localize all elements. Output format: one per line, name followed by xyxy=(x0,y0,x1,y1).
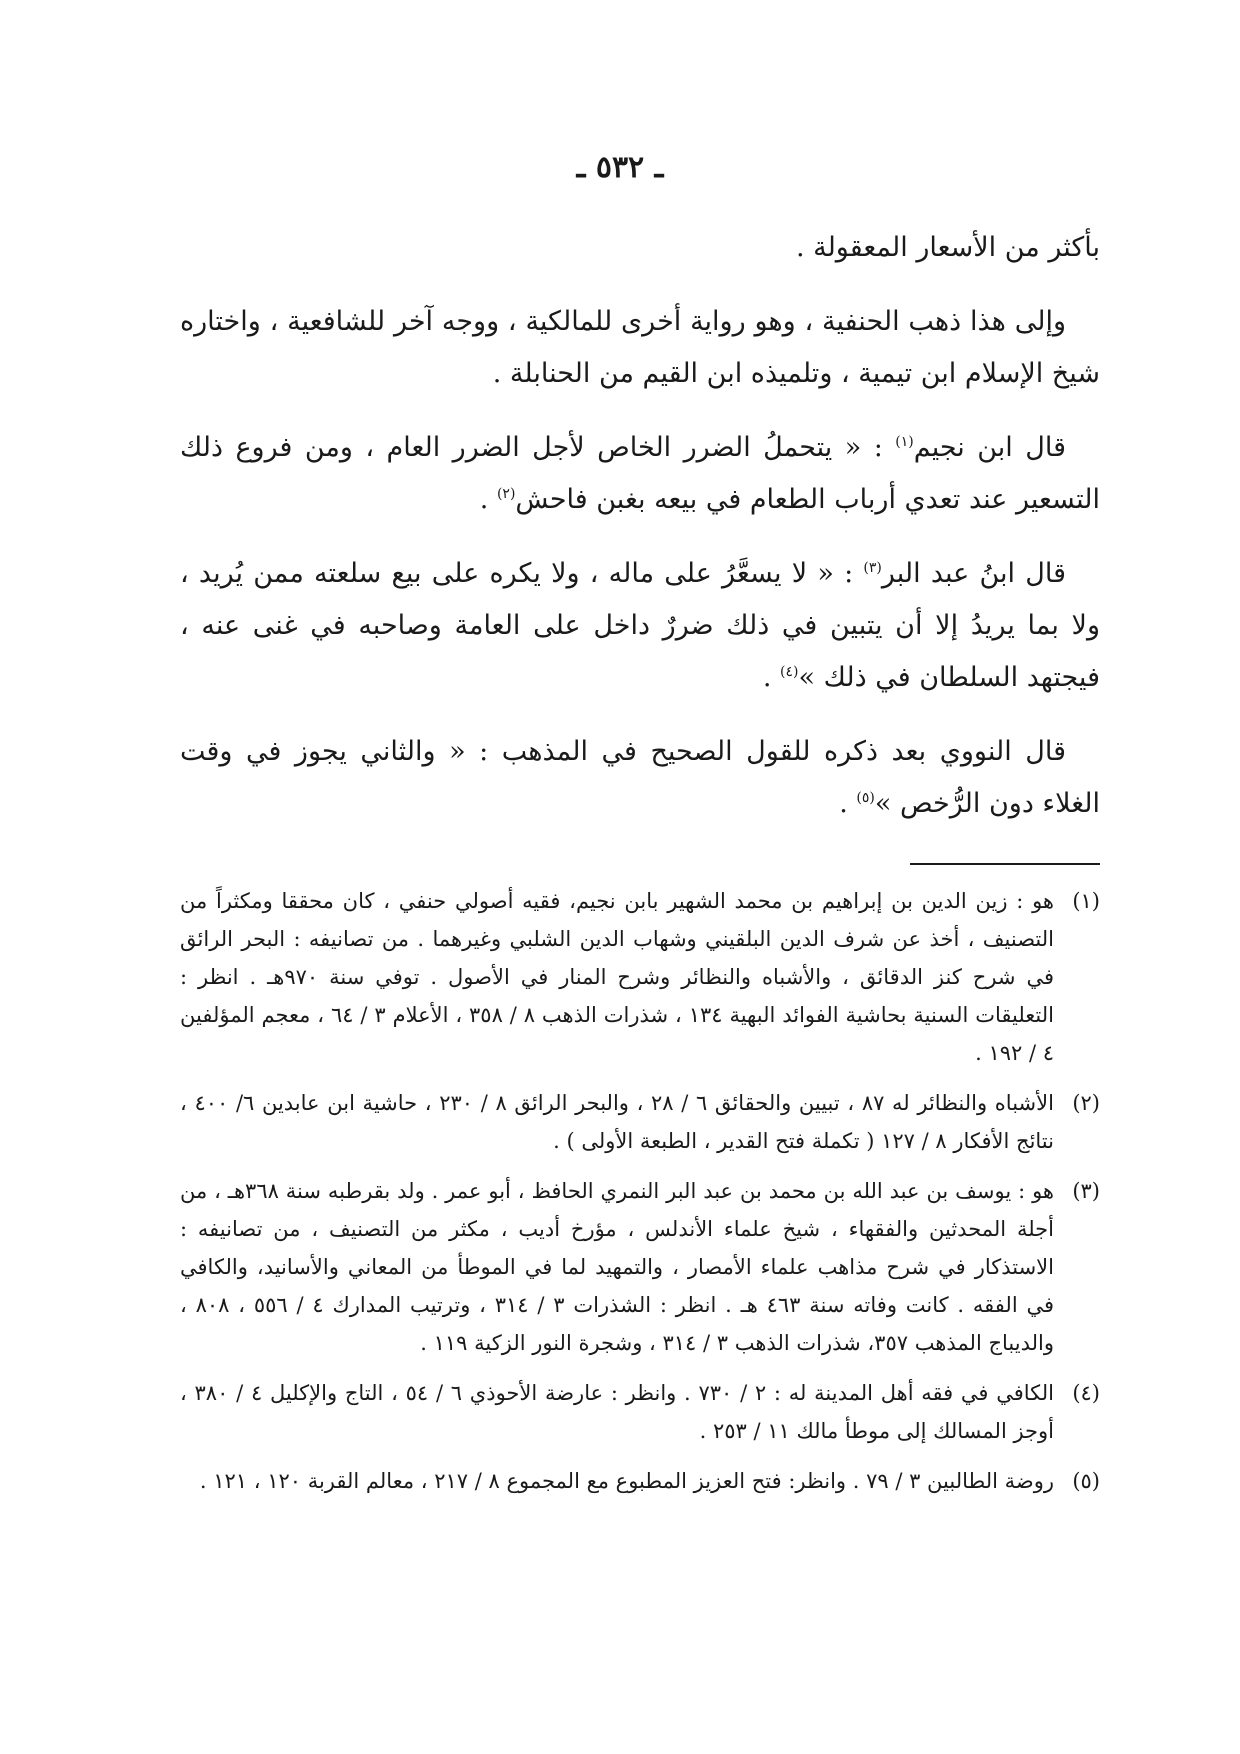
paragraph-text: بأكثر من الأسعار المعقولة . xyxy=(795,232,1100,263)
footnote-number: (٥) xyxy=(1072,1469,1100,1493)
paragraph-5 xyxy=(180,726,1100,830)
paragraph-text: وإلى هذا ذهب الحنفية ، وهو رواية أخرى للمالكية ، ووجه آخر للشافعية ، واختاره شيخ الإسلام ابن تيمية ، وتلميذه ابن القيم من الحنابلة . xyxy=(180,306,1100,389)
footnote-separator xyxy=(910,863,1100,865)
footnote-ref-1: (١) xyxy=(895,434,914,450)
footnote-3 xyxy=(180,1172,1100,1362)
footnote-number: (٢) xyxy=(1072,1091,1100,1115)
paragraph-1 xyxy=(180,222,1100,274)
footnote-1 xyxy=(180,882,1100,1072)
footnote-4 xyxy=(180,1374,1100,1450)
paragraph-2 xyxy=(180,296,1100,400)
footnotes xyxy=(180,882,1100,1512)
paragraph-text: : « يتحملُ الضرر الخاص لأجل الضرر العام ، ومن فروع ذلك التسعير عند تعدي أرباب الطعام في بيعه بغبن فاحش xyxy=(180,432,1100,515)
footnote-5 xyxy=(180,1462,1100,1500)
footnote-2 xyxy=(180,1084,1100,1160)
paragraph-text: قال ابن نجيم xyxy=(913,432,1066,463)
footnote-text: روضة الطالبين ٣ / ٧٩ . وانظر: فتح العزيز المطبوع مع المجموع ٨ / ٢١٧ ، معالم القربة ١٢٠ ، ١٢١ . xyxy=(199,1469,1054,1493)
paragraph-text: . xyxy=(762,662,781,693)
footnote-text: الأشباه والنظائر له ٨٧ ، تبيين والحقائق ٦ / ٢٨ ، والبحر الرائق ٨ / ٢٣٠ ، حاشية ابن عابدين ٦/ ٤٠٠ ، نتائج الأفكار ٨ / ١٢٧ ( تكملة فتح القدير ، الطبعة الأولى ) . xyxy=(180,1091,1054,1153)
paragraph-text: . xyxy=(839,788,857,819)
paragraph-text: : « لا يسعَّرُ على ماله ، ولا يكره على بيع سلعته ممن يُريد ، ولا بما يريدُ إلا أن يتبين في ذلك ضررٌ داخل على العامة وصاحبه في غنى عنه ، فيجتهد السلطان في ذلك » xyxy=(180,558,1100,693)
footnote-ref-4: (٤) xyxy=(780,664,799,680)
footnote-number: (٣) xyxy=(1072,1179,1100,1203)
footnote-number: (٤) xyxy=(1072,1381,1100,1405)
footnote-ref-3: (٣) xyxy=(863,560,882,576)
main-text xyxy=(180,222,1100,852)
footnote-text: هو : زين الدين بن إبراهيم بن محمد الشهير بابن نجيم، فقيه أصولي حنفي ، كان محققا ومكثراً من التصنيف ، أخذ عن شرف الدين البلقيني وشهاب الدين الشلبي وغيرهما . من تصانيفه : البحر الرائق في شرح كنز الدقائق ، والأشباه والنظائر وشرح المنار في الأصول . توفي سنة ٩٧٠هـ . انظر : التعليقات السنية بحاشية الفوائد البهية ١٣٤ ، شذرات الذهب ٨ / ٣٥٨ ، الأعلام ٣ / ٦٤ ، معجم المؤلفين ٤ / ١٩٢ . xyxy=(180,889,1054,1065)
paragraph-3 xyxy=(180,422,1100,526)
footnote-ref-5: (٥) xyxy=(856,790,875,806)
paragraph-4 xyxy=(180,548,1100,704)
footnote-number: (١) xyxy=(1072,889,1100,913)
page-number: ـ ٥٣٢ ـ xyxy=(576,150,664,185)
footnote-text: الكافي في فقه أهل المدينة له : ٢ / ٧٣٠ . وانظر : عارضة الأحوذي ٦ / ٥٤ ، التاج والإكليل ٤ / ٣٨٠ ، أوجز المسالك إلى موطأ مالك ١١ / ٢٥٣ . xyxy=(180,1381,1054,1443)
paragraph-text: قال النووي بعد ذكره للقول الصحيح في المذهب : « والثاني يجوز في وقت الغلاء دون الرُّخص » xyxy=(180,736,1100,819)
footnote-ref-2: (٢) xyxy=(496,486,516,502)
paragraph-text: . xyxy=(479,484,497,515)
footnote-text: هو : يوسف بن عبد الله بن محمد بن عبد البر النمري الحافظ ، أبو عمر . ولد بقرطبه سنة ٣٦٨هـ ، من أجلة المحدثين والفقهاء ، شيخ علماء الأندلس ، مؤرخ أديب ، مكثر من التصنيف ، من تصانيفه : الاستذكار في شرح مذاهب علماء الأمصار ، والتمهيد لما في الموطأ من المعاني والأسانيد، والكافي في الفقه . كانت وفاته سنة ٤٦٣ هـ . انظر : الشذرات ٣ / ٣١٤ ، وترتيب المدارك ٤ / ٥٥٦ ، ٨٠٨ ، والديباج المذهب ٣٥٧، شذرات الذهب ٣ / ٣١٤ ، وشجرة النور الزكية ١١٩ . xyxy=(180,1179,1055,1355)
paragraph-text: قال ابنُ عبد البر xyxy=(881,558,1066,589)
